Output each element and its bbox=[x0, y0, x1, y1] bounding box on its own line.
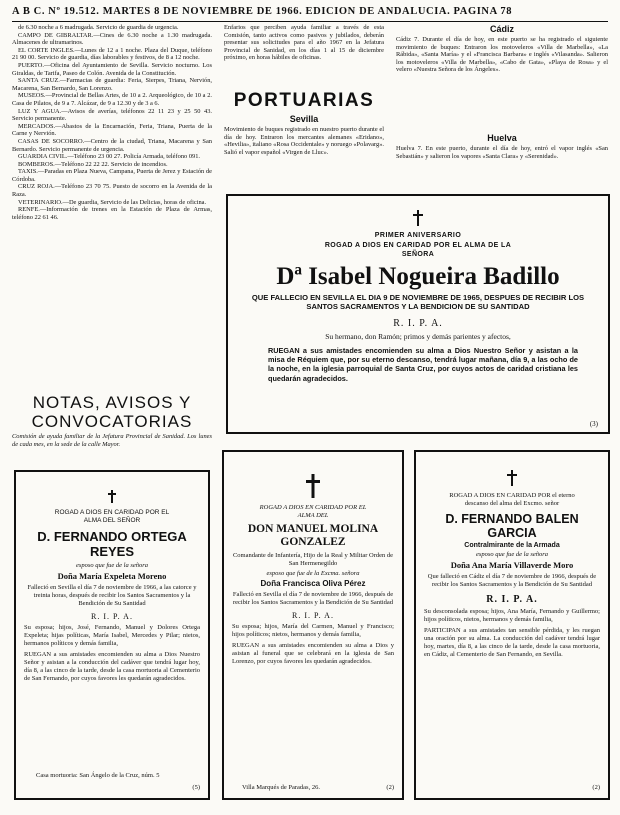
sevilla-text: Movimiento de buques registrado en nuestro puerto durante el día de hoy. Entraron los mercantes alemanes «Eridano», «Hevilia», italiano «Rosa Occidentale» y noruego «Polavarg». Salió el vapor español «Virgen de Lluc». bbox=[224, 126, 384, 156]
paragraph: CASAS DE SOCORRO.—Centro de la ciudad, Triana, Macarena y San Bernardo. Servicio permanente de urgencia. bbox=[12, 137, 212, 153]
paragraph: PUERTO.—Oficina del Ayuntamiento de Sevilla. Servicio nocturno. Los Giraldas, de Tarifa, Paseo de Colón. Avenida de la Constitución. bbox=[12, 61, 212, 77]
huelva-text: Huelva 7. En este puerto, durante el día de hoy, entró el vapor inglés «San Sebastián» y salieron los vapores «Santa Clara» y «Serenidad». bbox=[396, 145, 608, 160]
notas-text: Comisión de ayuda familiar de la Jefatura Provincial de Sanidad. Los lunes de cada mes, en la sede de la calle Mayor. bbox=[12, 433, 212, 448]
obituary-left bbox=[14, 470, 210, 800]
paragraph: TAXIS.—Paradas en Plaza Nueva, Campana, Puerta de Jerez y Estación de Córdoba. bbox=[12, 168, 212, 183]
pray-line: ROGAD A DIOS EN CARIDAD POR EL ALMA DEL bbox=[259, 504, 367, 519]
obituary-main bbox=[226, 194, 610, 434]
death-notice: QUE FALLECIO EN SEVILLA EL DIA 9 DE NOVIEMBRE DE 1965, DESPUES DE RECIBIR LOS SANTOS SACRAMENTOS Y LA BENDICION DE SU SANTIDAD bbox=[251, 293, 585, 311]
notas-title: NOTAS, AVISOS Y CONVOCATORIAS bbox=[31, 393, 193, 431]
paragraph: SANTA CRUZ.—Farmacias de guardia: Feria, Sierpes, Triana, Nervión, Macarena, San Bernardo, San Lorenzo. bbox=[12, 77, 212, 92]
portuarias-title: PORTUARIAS bbox=[233, 90, 375, 111]
death-notice: Falleció en Sevilla el día 7 de noviembre de 1966, después de recibir los Santos Sacramentos y la Bendición de Su Santidad bbox=[232, 591, 394, 606]
obituary-center bbox=[222, 450, 404, 800]
rip-label: R. I. P. A. bbox=[91, 612, 133, 621]
ref-number: (3) bbox=[589, 420, 598, 428]
cadiz-text: Cádiz 7. Durante el día de hoy, en este puerto se ha registrado el siguiente movimiento de buques: Entraron los motoveleros «Villa de Marbella», «La Rábida», «Santa María» y el «Francisca Barbara» e inglés «Vilasanda». Salieron los motoveleros «Villa de Marbella», «Cabo de Gata», «Playa de Rosa» y el velero «Nuestra Señora de los Ángeles». bbox=[396, 36, 608, 74]
family-line: Su esposa; hijos, María del Carmen, Manuel y Francisco; hijos políticos; nietos, hermanos y demás familia, bbox=[232, 623, 394, 638]
role-line: Contralmirante de la Armada bbox=[464, 542, 560, 549]
death-notice: Que falleció en Cádiz el día 7 de noviembre de 1966, después de recibir los Santos Sacramentos y la Bendición de Su Santidad bbox=[427, 573, 597, 588]
cadiz-label: Cádiz bbox=[489, 24, 514, 34]
ruegan-text: RUEGAN a sus amistades encomienden su alma a Dios Nuestro Señor y asistan a la misa de Réquiem que, por su eterno descanso, tendrá lugar mañana, día 9, a las ocho de la noche, en la iglesia parroquial de Santa Cruz, por cuyos actos de caridad cristiana les quedarán agradecidos. bbox=[268, 346, 578, 383]
address: Casa mortuoria: San Ángelo de la Cruz, núm. 5 bbox=[36, 772, 160, 779]
pray-line: ROGAD A DIOS EN CARIDAD POR EL ALMA DEL SEÑOR bbox=[54, 509, 170, 524]
pray-line: ROGAD A DIOS EN CARIDAD POR el eterno descanso del alma del Excmo. señor bbox=[449, 492, 575, 507]
spouse-prefix: esposo que fue de la Excma. señora bbox=[266, 570, 360, 577]
ref-number: (5) bbox=[192, 784, 200, 791]
paragraph: MERCADOS.—Abastos de la Encarnación, Feria, Triana, Puerta de la Carne y Nervión. bbox=[12, 122, 212, 138]
spouse-name: Doña Francisca Oliva Pérez bbox=[260, 579, 366, 588]
ref-number: (2) bbox=[386, 784, 394, 791]
newspaper-header: A B C. Nº 19.512. MARTES 8 DE NOVIEMBRE DE 1966. EDICION DE ANDALUCIA. PAGINA 78 bbox=[12, 6, 513, 17]
rip-label: R. I. P. A. bbox=[292, 611, 334, 620]
family-line: Su desconsolada esposa; hijos, Ana María, Fernando y Guillermo; hijos políticos, nietos, hermanos y demás familia, bbox=[424, 608, 600, 623]
cross-icon bbox=[507, 470, 517, 486]
obituary-right bbox=[414, 450, 610, 800]
paragraph: MUSEOS.—Provincial de Bellas Artes, de 10 a 2. Arqueológico, de 10 a 2. Casa de Pilatos, de 9 a 7. Alcázar, de 9 a 12.30 y de 3 a 6. bbox=[12, 92, 212, 107]
cross-icon bbox=[108, 490, 116, 503]
spouse-prefix: esposo que fue de la señora bbox=[75, 562, 149, 569]
huelva-label: Huelva bbox=[487, 133, 517, 143]
ruegan-text: RUEGAN a sus amistades encomienden su alma a Dios Nuestro Señor y asistan a la conducción del cadáver que tendrá lugar hoy, día 8, a las cinco de la tarde, desde la casa mortuoria al Cementerio de San Fernando, por cuyos favores les quedarán agradecidos. bbox=[24, 651, 200, 682]
rip-label: R. I. P. A. bbox=[486, 594, 538, 605]
anniversary-label: PRIMER ANIVERSARIO bbox=[374, 232, 462, 239]
paragraph: VETERINARIO.—De guardia, Servicio de las Delicias, horas de oficina. bbox=[18, 198, 207, 206]
spouse-prefix: esposo que fue de la señora bbox=[475, 551, 549, 558]
spouse-name: Doña Ana María Villaverde Moro bbox=[450, 560, 574, 570]
paragraph: LUZ Y AGUA.—Avisos de averías, teléfonos 22 11 23 y 25 50 43. Servicio permanente. bbox=[12, 107, 212, 123]
cross-icon bbox=[413, 210, 423, 226]
paragraph: EL CORTE INGLES.—Lunes de 12 a 1 noche. Plaza del Duque, teléfono 21 90 00. Servicio de guardia, días laborables y festivos, de 8 a 12 noche. bbox=[12, 46, 212, 62]
paragraph: CAMPO DE GIBRALTAR.—Cines de 6.30 noche a 1.30 madrugada. Almacenes de ultramarinos. bbox=[12, 31, 212, 47]
death-notice: Falleció en Sevilla el día 7 de noviembre de 1966, a las catorce y treinta horas, después de recibir los Santos Sacramentos y la Bendición de Su Santidad bbox=[27, 584, 197, 607]
family-line: Su esposa; hijos, José, Fernando, Manuel y Dolores Ortega Expeleta; hijas políticas, María Isabel, Mercedes y Pilar; nietos, hermanos políticos y demás familia, bbox=[24, 624, 200, 647]
paragraph: BOMBEROS.—Teléfono 22 22 22. Servicio de incendios. bbox=[18, 160, 168, 168]
pray-line: ROGAD A DIOS EN CARIDAD POR EL ALMA DE LA SEÑORA bbox=[324, 242, 512, 258]
participan-text: PARTICIPAN a sus amistades tan sensible pérdida, y les ruegan una oración por su alma. La conducción del cadáver tendrá lugar hoy, martes, día 8, a las cinco de la tarde, desde la casa mortuoria, en Cádiz, al Cementerio de San Fernando, en Sevilla. bbox=[424, 627, 600, 658]
address: Villa Marqués de Paradas, 26. bbox=[242, 784, 320, 791]
deceased-name: D. FERNANDO ORTEGA REYES bbox=[37, 529, 187, 559]
paragraph: CRUZ ROJA.—Teléfono 23 70 75. Puesto de socorro en la Avenida de la Raza. bbox=[12, 183, 212, 199]
column-center-intro: Enfarios que perciben ayuda familiar a través de esta Comisión, tanto activos como pasivos y jubilados, deberán presentar sus solicitudes para el año 1967 en la Jefatura Provincial de Sanidad, en los días 1 al 15 de diciembre próximo, en horas hábiles de oficinas. bbox=[224, 24, 384, 62]
spouse-name: Doña María Expeleta Moreno bbox=[57, 571, 167, 581]
deceased-name: DON MANUEL MOLINA GONZALEZ bbox=[247, 523, 379, 548]
header-rule bbox=[12, 21, 608, 22]
deceased-name: D. FERNANDO BALEN GARCIA bbox=[445, 512, 579, 540]
paragraph: RENFE.—Información de trenes en la Estación de Plaza de Armas, teléfono 22 61 46. bbox=[12, 206, 212, 221]
role-line: Comandante de Infantería, Hijo de la Real y Militar Orden de San Hermenegildo bbox=[232, 552, 394, 567]
ref-number: (2) bbox=[592, 784, 600, 791]
ruegan-text: RUEGAN a sus amistades encomienden su alma a Dios y asistan al funeral que se celebrará en la iglesia de San Lorenzo, por cuyos favores les quedarán agradecidos. bbox=[232, 642, 394, 665]
cross-icon bbox=[306, 474, 320, 498]
paragraph: de 6.30 noche a 6 madrugada. Servicio de guardia de urgencia. bbox=[18, 24, 179, 31]
column-left bbox=[12, 24, 212, 391]
rip-label: R. I. P. A. bbox=[393, 318, 443, 329]
paragraph: GUARDIA CIVIL.—Teléfono 23 00 27. Policía Armada, teléfono 091. bbox=[18, 153, 201, 161]
sevilla-label: Sevilla bbox=[289, 114, 319, 124]
deceased-name: Dª Isabel Nogueira Badillo bbox=[276, 263, 560, 290]
family-line: Su hermano, don Ramón; primos y demás parientes y afectos, bbox=[325, 332, 511, 341]
